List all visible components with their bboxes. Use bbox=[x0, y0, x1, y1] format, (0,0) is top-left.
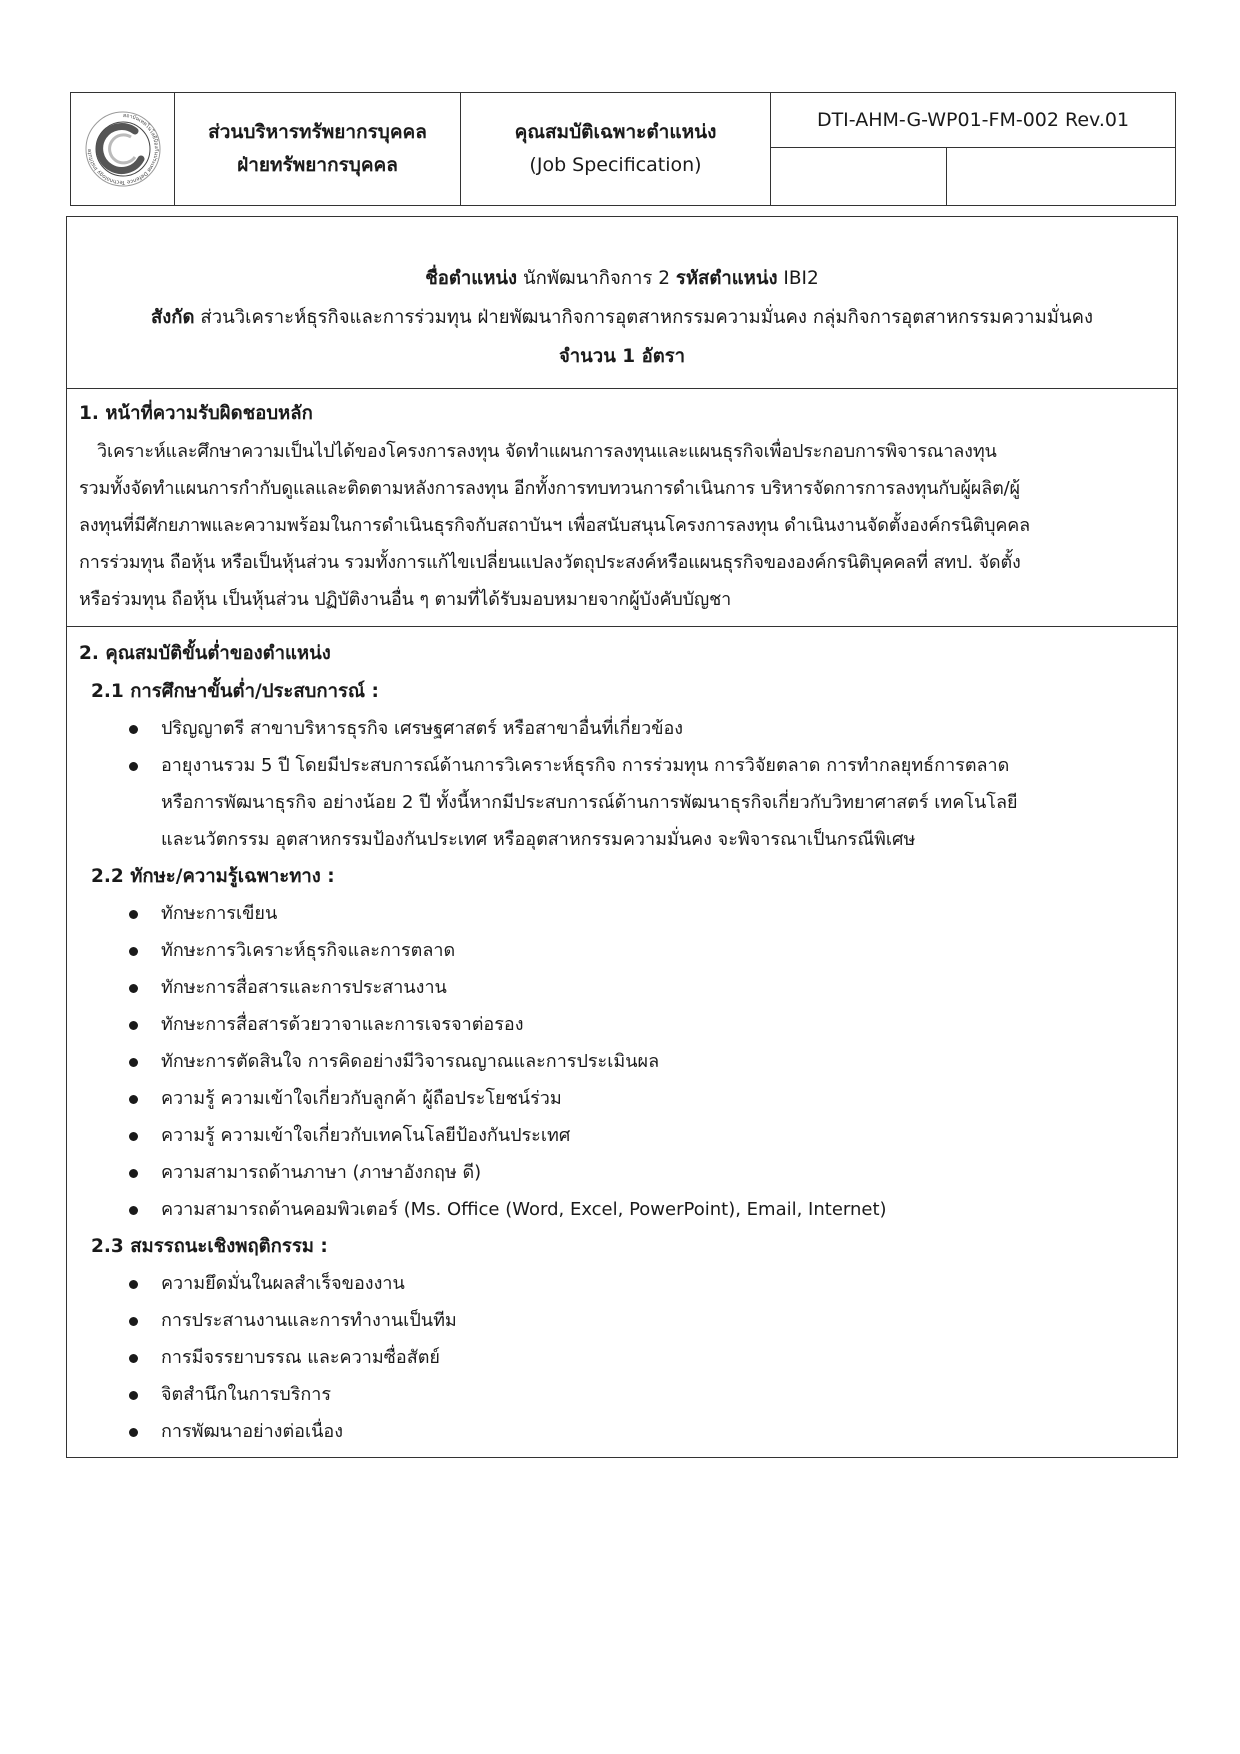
logo-ring-text: สถาบันเทคโนโลยีป้องกันประเทศ Defence Technology Institute bbox=[86, 112, 159, 186]
list-item bbox=[129, 1339, 1165, 1376]
list-item bbox=[129, 1376, 1165, 1413]
list-item-text: ทักษะการสื่อสารและการประสานงาน bbox=[161, 977, 447, 998]
list-item bbox=[129, 969, 1165, 1006]
list-item-text: การมีจรรยาบรรณ และความซื่อสัตย์ bbox=[161, 1347, 440, 1368]
list-item-text: ความสามารถด้านคอมพิวเตอร์ (Ms. Office (Word, Excel, PowerPoint), Email, Internet) bbox=[161, 1199, 887, 1220]
responsibilities-section bbox=[67, 389, 1177, 627]
list-item bbox=[129, 1265, 1165, 1302]
list-item-text: และนวัตกรรม อุตสาหกรรมป้องกันประเทศ หรืออุตสาหกรรมความมั่นคง จะพิจารณาเป็นกรณีพิเศษ bbox=[161, 829, 916, 850]
list-item-text: ทักษะการวิเคราะห์ธุรกิจและการตลาด bbox=[161, 940, 456, 961]
affiliation-label: สังกัด bbox=[150, 307, 195, 328]
list-item bbox=[129, 747, 1165, 858]
list-item bbox=[129, 1302, 1165, 1339]
position-header bbox=[67, 217, 1177, 389]
list-item bbox=[129, 1043, 1165, 1080]
list-item-text: ความสามารถด้านภาษา (ภาษาอังกฤษ ดี) bbox=[161, 1162, 482, 1183]
document-code-cell bbox=[771, 93, 1175, 205]
list-item bbox=[129, 710, 1165, 747]
division-name: ฝ่ายทรัพยากรบุคคล bbox=[237, 154, 398, 176]
list-item-text: ทักษะการเขียน bbox=[161, 903, 278, 924]
list-item-text: จิตสำนึกในการบริการ bbox=[161, 1384, 332, 1405]
document-code: DTI-AHM-G-WP01-FM-002 Rev.01 bbox=[771, 93, 1175, 148]
document-header-table bbox=[70, 92, 1176, 206]
position-code: IBI2 bbox=[783, 268, 819, 289]
responsibilities-line: ลงทุนที่มีศักยภาพและความพร้อมในการดำเนินธุรกิจกับสถาบันฯ เพื่อสนับสนุนโครงการลงทุน ดำเนินงานจัดตั้งองค์กรนิติบุคคล bbox=[79, 515, 1031, 536]
list-item bbox=[129, 895, 1165, 932]
list-item bbox=[129, 1080, 1165, 1117]
list-item-text: ความยึดมั่นในผลสำเร็จของงาน bbox=[161, 1273, 405, 1294]
qualifications-section bbox=[67, 627, 1177, 1450]
form-title: คุณสมบัติเฉพาะตำแหน่ง bbox=[514, 121, 717, 143]
position-name-label: ชื่อตำแหน่ง bbox=[425, 268, 518, 289]
list-item-text: การพัฒนาอย่างต่อเนื่อง bbox=[161, 1421, 344, 1442]
affiliation-value: ส่วนวิเคราะห์ธุรกิจและการร่วมทุน ฝ่ายพัฒนากิจการอุตสาหกรรมความมั่นคง กลุ่มกิจการอุตสาหกรรมความมั่นคง bbox=[200, 307, 1094, 328]
list-item bbox=[129, 1117, 1165, 1154]
list-item-text: ปริญญาตรี สาขาบริหารธุรกิจ เศรษฐศาสตร์ หรือสาขาอื่นที่เกี่ยวข้อง bbox=[161, 718, 684, 739]
list-item bbox=[129, 932, 1165, 969]
competencies-title: 2.3 สมรรถนะเชิงพฤติกรรม : bbox=[91, 1236, 328, 1257]
education-title: 2.1 การศึกษาขั้นต่ำ/ประสบการณ์ : bbox=[91, 681, 379, 702]
institute-logo-icon bbox=[83, 109, 163, 189]
headcount: จำนวน 1 อัตรา bbox=[558, 346, 686, 367]
responsibilities-line: รวมทั้งจัดทำแผนการกำกับดูแลและติดตามหลังการลงทุน อีกทั้งการทบทวนการดำเนินการ บริหารจัดการการลงทุนกับผู้ผลิต/ผู้ bbox=[79, 478, 1020, 499]
list-item bbox=[129, 1006, 1165, 1043]
list-item bbox=[129, 1191, 1165, 1228]
list-item-text: ทักษะการตัดสินใจ การคิดอย่างมีวิจารณญาณและการประเมินผล bbox=[161, 1051, 660, 1072]
logo-cell bbox=[71, 93, 175, 205]
form-subtitle: (Job Specification) bbox=[529, 154, 702, 176]
list-item-text: ความรู้ ความเข้าใจเกี่ยวกับเทคโนโลยีป้องกันประเทศ bbox=[161, 1125, 571, 1146]
list-item bbox=[129, 1154, 1165, 1191]
position-name: นักพัฒนากิจการ 2 bbox=[522, 268, 670, 289]
list-item-text: อายุงานรวม 5 ปี โดยมีประสบการณ์ด้านการวิเคราะห์ธุรกิจ การร่วมทุน การวิจัยตลาด การทำกลยุทธ์การตลาด bbox=[161, 755, 1010, 776]
position-line bbox=[67, 259, 1177, 298]
headcount-line bbox=[67, 337, 1177, 376]
affiliation-line bbox=[67, 298, 1177, 337]
skills-list bbox=[79, 895, 1165, 1228]
list-item-text: ความรู้ ความเข้าใจเกี่ยวกับลูกค้า ผู้ถือประโยชน์ร่วม bbox=[161, 1088, 562, 1109]
education-list bbox=[79, 710, 1165, 858]
department-cell bbox=[175, 93, 461, 205]
document-code-subcells bbox=[771, 148, 1175, 205]
competencies-list bbox=[79, 1265, 1165, 1450]
responsibilities-line: การร่วมทุน ถือหุ้น หรือเป็นหุ้นส่วน รวมทั้งการแก้ไขเปลี่ยนแปลงวัตถุประสงค์หรือแผนธุรกิจขององค์กรนิติบุคคลที่ สทป. จัดตั้ง bbox=[79, 552, 1021, 573]
list-item bbox=[129, 1413, 1165, 1450]
skills-title: 2.2 ทักษะ/ความรู้เฉพาะทาง : bbox=[91, 866, 335, 887]
department-name: ส่วนบริหารทรัพยากรบุคคล bbox=[208, 121, 427, 143]
responsibilities-text bbox=[79, 433, 1165, 618]
responsibilities-line: วิเคราะห์และศึกษาความเป็นไปได้ของโครงการลงทุน จัดทำแผนการลงทุนและแผนธุรกิจเพื่อประกอบการพิจารณาลงทุน bbox=[97, 441, 997, 462]
job-spec-body bbox=[66, 216, 1178, 1458]
list-item-text: หรือการพัฒนาธุรกิจ อย่างน้อย 2 ปี ทั้งนี้หากมีประสบการณ์ด้านการพัฒนาธุรกิจเกี่ยวกับวิทยาศาสตร์ เทคโนโลยี bbox=[161, 792, 1018, 813]
empty-cell-left bbox=[771, 148, 947, 205]
form-title-cell bbox=[461, 93, 771, 205]
list-item-text: การประสานงานและการทำงานเป็นทีม bbox=[161, 1310, 457, 1331]
qualifications-title: 2. คุณสมบัติขั้นต่ำของตำแหน่ง bbox=[79, 643, 331, 664]
responsibilities-line: หรือร่วมทุน ถือหุ้น เป็นหุ้นส่วน ปฏิบัติงานอื่น ๆ ตามที่ได้รับมอบหมายจากผู้บังคับบัญชา bbox=[79, 589, 732, 610]
empty-cell-right bbox=[947, 148, 1175, 205]
position-code-label: รหัสตำแหน่ง bbox=[675, 268, 778, 289]
list-item-text: ทักษะการสื่อสารด้วยวาจาและการเจรจาต่อรอง bbox=[161, 1014, 524, 1035]
responsibilities-title: 1. หน้าที่ความรับผิดชอบหลัก bbox=[79, 403, 313, 424]
